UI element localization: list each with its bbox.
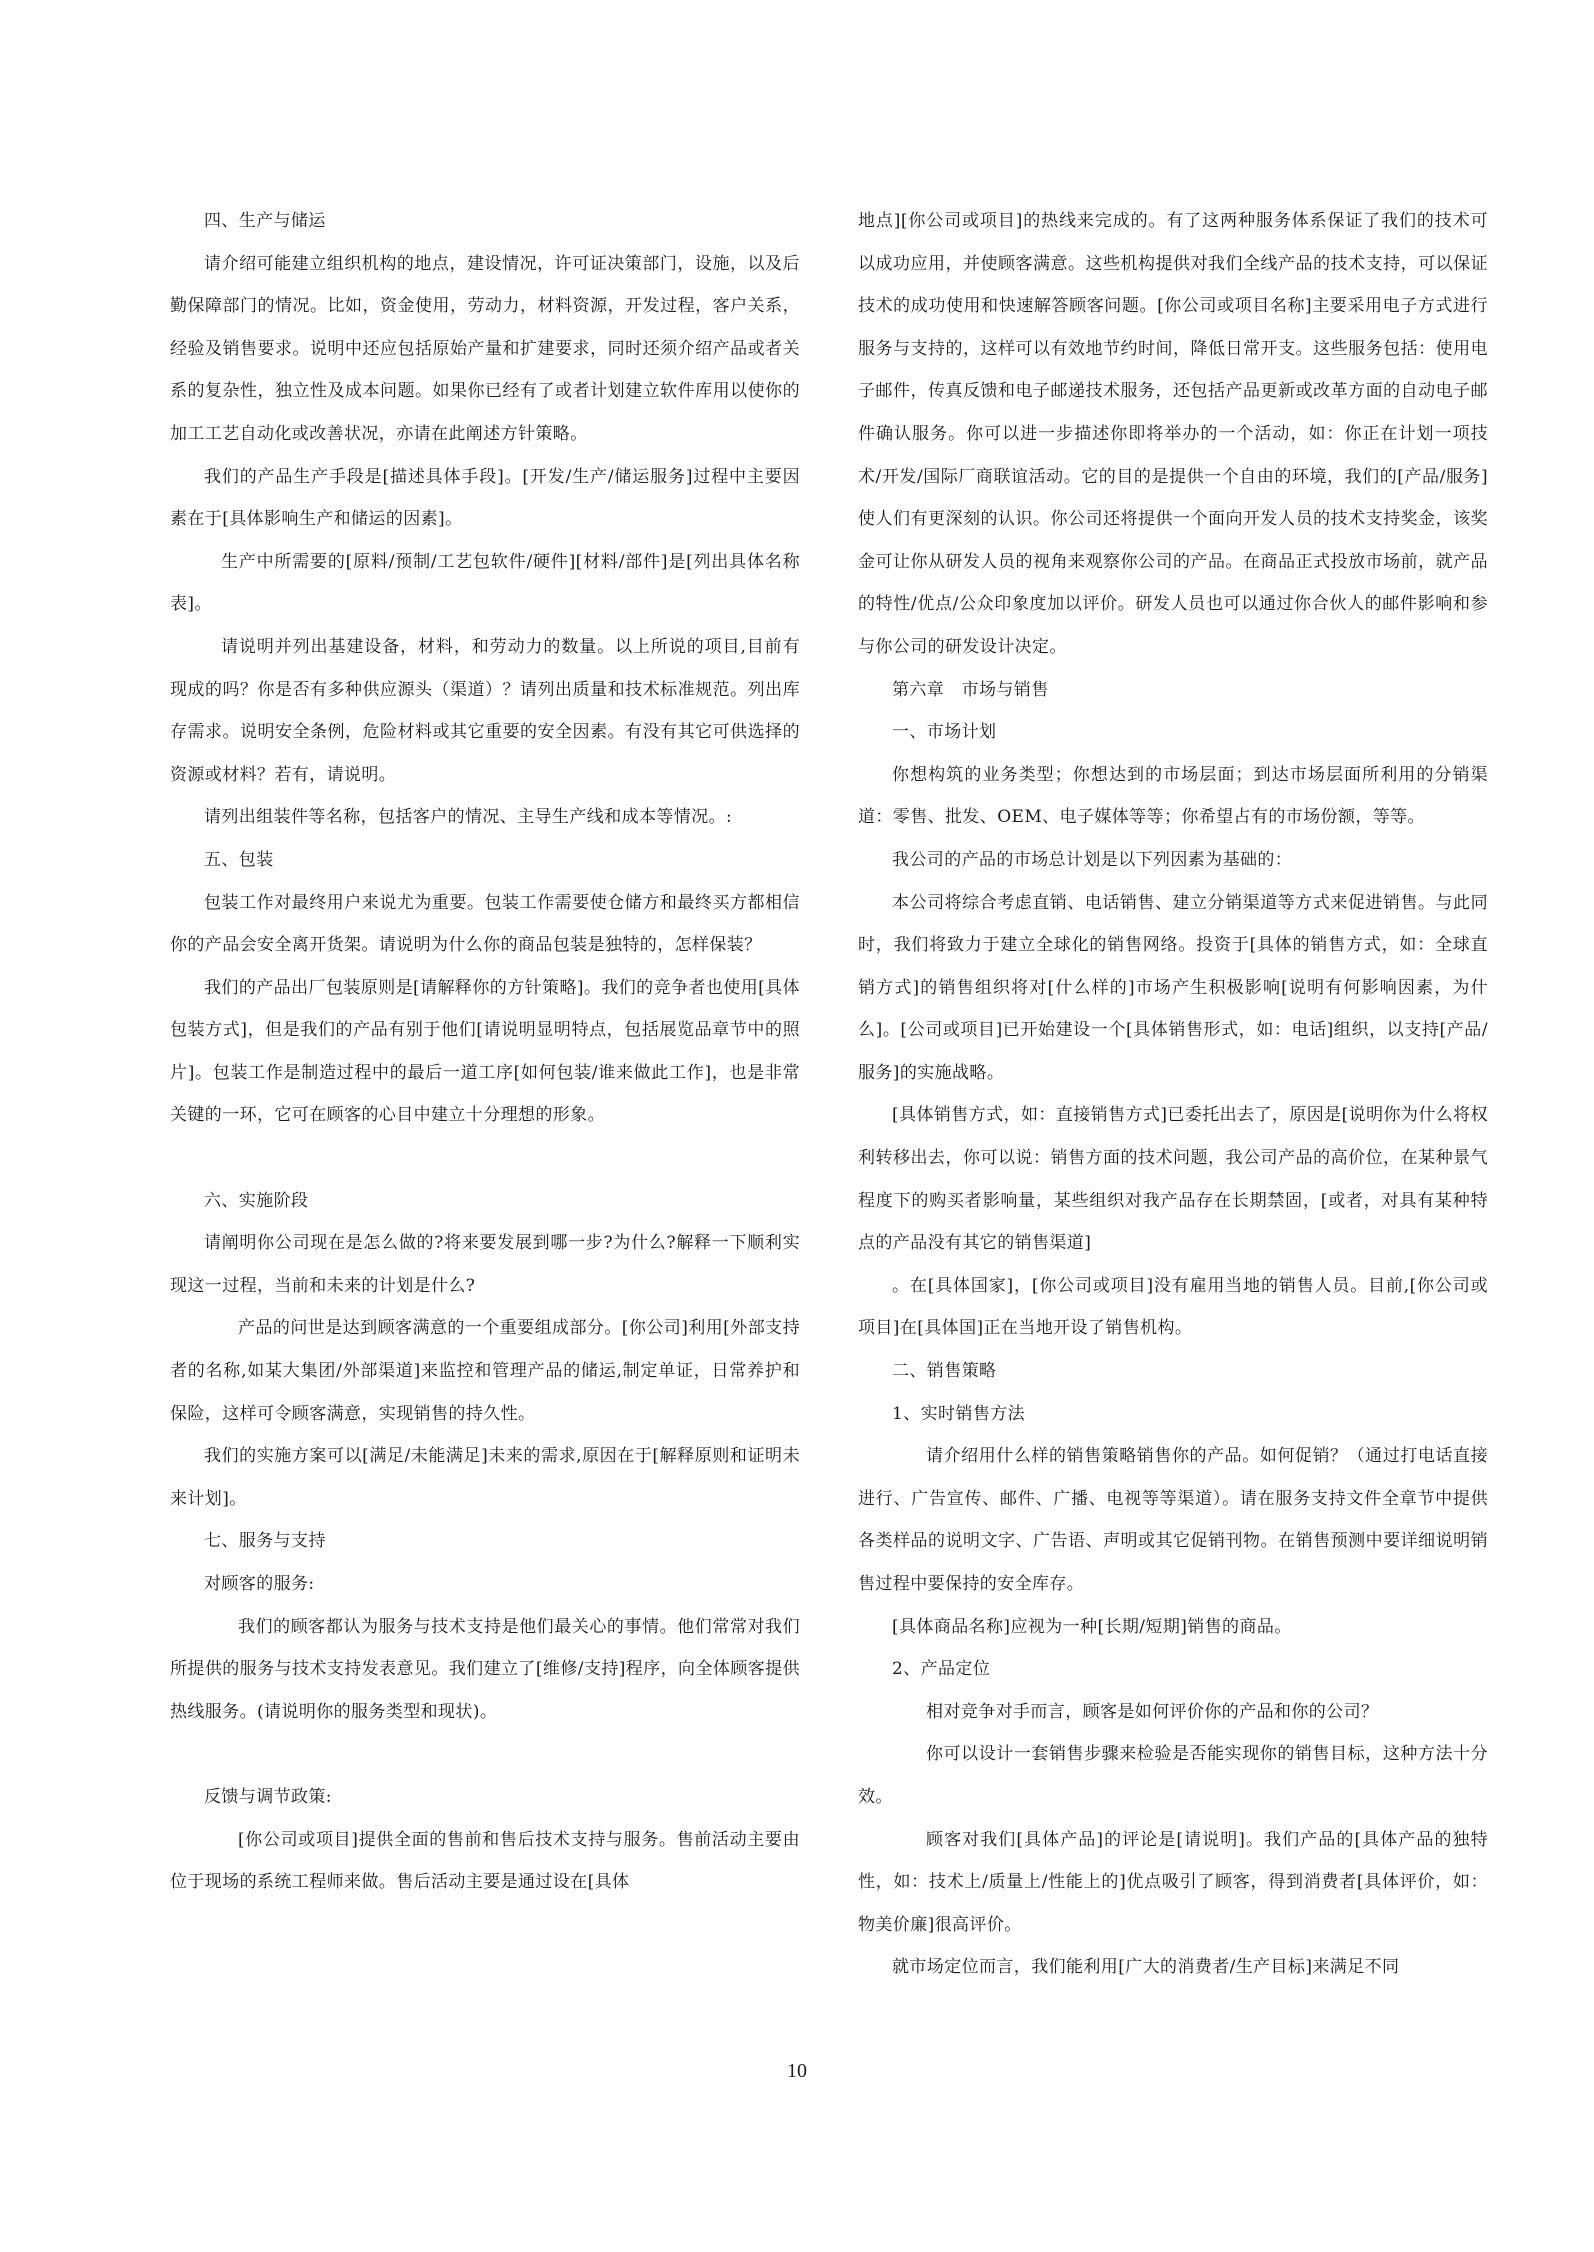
paragraph: 地点][你公司或项目]的热线来完成的。有了这两种服务体系保证了我们的技术可以成功应用，并使顾客满意。这些机构提供对我们全线产品的技术支持，可以保证技术的成功使用和快速解答顾客问题。[你公司或项目名称]主要采用电子方式进行服务与支持的，这样可以有效地节约时间，降低日常开支。这些服务包括：使用电子邮件，传真反馈和电子邮递技术服务，还包括产品更新或改革方面的自动电子邮件确认服务。你可以进一步描述你即将举办的一个活动，如：你正在计划一项技术/开发/国际厂商联谊活动。它的目的是提供一个自由的环境，我们的[产品/服务]使人们有更深刻的认识。你公司还将提供一个面向开发人员的技术支持奖金，该奖金可让你从研发人员的视角来观察你公司的产品。在商品正式投放市场前，就产品的特性/优点/公众印象度加以评价。研发人员也可以通过你合伙人的邮件影响和参与你公司的研发设计决定。 [858,211,1488,657]
paragraph: [具体销售方式，如：直接销售方式]已委托出去了，原因是[说明你为什么将权利转移出去，你可以说：销售方面的技术问题，我公司产品的高价位，在某种景气程度下的购买者影响量，某些组织对我产品存在长期禁固，[或者，对具有某种特点的产品没有其它的销售渠道] [858,1105,1488,1254]
paragraph: 包装工作对最终用户来说尤为重要。包装工作需要使仓储方和最终买方都相信你的产品会安全离开货架。请说明为什么你的商品包装是独特的，怎样保装？ [170,892,800,956]
section-heading: 七、服务与支持 [204,1531,326,1552]
section-heading: 六、实施阶段 [204,1190,309,1211]
paragraph: 。在[具体国家]，[你公司或项目]没有雇用当地的销售人员。目前,[你公司或项目]在[具体国]正在当地开设了销售机构。 [858,1275,1488,1339]
paragraph: 我们的顾客都认为服务与技术支持是他们最关心的事情。他们常常对我们所提供的服务与技术支持发表意见。我们建立了[维修/支持]程序，向全体顾客提供热线服务。(请说明你的服务类型和现状)。 [170,1616,800,1722]
section-heading: 五、包装 [204,849,274,870]
paragraph: 生产中所需要的[原料/预制/工艺包软件/硬件][材料/部件]是[列出具体名称表]。 [170,551,800,615]
paragraph: 你可以设计一套销售步骤来检验是否能实现你的销售目标，这种方法十分效。 [858,1744,1488,1807]
section-heading: 二、销售策略 [892,1361,997,1382]
paragraph: 就市场定位而言，我们能利用[广大的消费者/生产目标]来满足不同 [892,1957,1400,1978]
left-column [170,200,800,1904]
paragraph: 产品的问世是达到顾客满意的一个重要组成部分。[你公司]利用[外部支持者的名称,如某大集团/外部渠道]来监控和管理产品的储运,制定单证，日常养护和保险，这样可令顾客满意，实现销售的持久性。 [170,1318,800,1424]
section-heading: 四、生产与储运 [204,211,326,231]
paragraph: 我们的产品出厂包装原则是[请解释你的方针策略]。我们的竞争者也使用[具体包装方式]，但是我们的产品有别于他们[请说明显明特点，包括展览品章节中的照片]。包装工作是制造过程中的最后一道工序[如何包装/谁来做此工作]，也是非常关键的一环，它可在顾客的心目中建立十分理想的形象。 [170,977,800,1126]
paragraph: 请列出组装件等名称，包括客户的情况、主导生产线和成本等情况。: [204,807,733,828]
section-heading: 1、实时销售方法 [892,1403,1026,1424]
paragraph: [你公司或项目]提供全面的售前和售后技术支持与服务。售前活动主要由位于现场的系统工程师来做。售后活动主要是通过设在[具体 [170,1829,800,1893]
paragraph: 对顾客的服务: [204,1574,315,1594]
paragraph: 请介绍可能建立组织机构的地点，建设情况，许可证决策部门，设施，以及后勤保障部门的情况。比如，资金使用，劳动力，材料资源，开发过程，客户关系，经验及销售要求。说明中还应包括原始产量和扩建要求，同时还须介绍产品或者关系的复杂性，独立性及成本问题。如果你已经有了或者计划建立软件库用以使你的加工工艺自动化或改善状况，亦请在此阐述方针策略。 [170,253,800,444]
paragraph: 你想构筑的业务类型；你想达到的市场层面；到达市场层面所利用的分销渠道：零售、批发、OEM、电子媒体等等；你希望占有的市场份额，等等。 [858,764,1488,828]
paragraph: 我们的实施方案可以[满足/未能满足]未来的需求,原因在于[解释原则和证明未来计划]。 [170,1446,800,1509]
section-heading: 第六章 市场与销售 [892,679,1049,700]
section-heading: 2、产品定位 [892,1659,991,1680]
paragraph: 请介绍用什么样的销售策略销售你的产品。如何促销？（通过打电话直接进行、广告宣传、邮件、广播、电视等等渠道）。请在服务支持文件全章节中提供各类样品的说明文字、广告语、声明或其它促销刊物。在销售预测中要详细说明销售过程中要保持的安全库存。 [858,1446,1488,1594]
paragraph: 顾客对我们[具体产品]的评论是[请说明]。我们产品的[具体产品的独特性，如：技术上/质量上/性能上的]优点吸引了顾客，得到消费者[具体评价，如：物美价廉]很高评价。 [858,1829,1488,1935]
page-number: 10 [787,2060,807,2082]
paragraph: 反馈与调节政策: [204,1786,332,1807]
paragraph: 相对竞争对手而言，顾客是如何评价你的产品和你的公司？ [926,1701,1379,1722]
paragraph: 我们的产品生产手段是[描述具体手段]。[开发/生产/储运服务]过程中主要因素在于[具体影响生产和储运的因素]。 [170,466,800,530]
paragraph-spacer [170,1137,800,1180]
paragraph: 本公司将综合考虑直销、电话销售、建立分销渠道等方式来促进销售。与此同时，我们将致力于建立全球化的销售网络。投资于[具体的销售方式，如：全球直销方式]的销售组织将对[什么样的]市场产生积极影响[说明有何影响因素，为什么]。[公司或项目]已开始建设一个[具体销售形式，如：电话]组织，以支持[产品/服务]的实施战略。 [858,892,1488,1083]
paragraph: 我公司的产品的市场总计划是以下列因素为基础的： [892,849,1293,870]
section-heading: 一、市场计划 [892,722,997,743]
paragraph-spacer [170,1733,800,1776]
right-column [858,200,1488,1989]
paragraph: 请阐明你公司现在是怎么做的?将来要发展到哪一步?为什么?解释一下顺利实现这一过程，当前和未来的计划是什么? [170,1233,800,1296]
paragraph: [具体商品名称]应视为一种[长期/短期]销售的商品。 [892,1616,1292,1637]
paragraph: 请说明并列出基建设备，材料，和劳动力的数量。以上所说的项目,目前有现成的吗？你是否有多种供应源头（渠道）？请列出质量和技术标准规范。列出库存需求。说明安全条例，危险材料或其它重要的安全因素。有没有其它可供选择的资源或材料？若有，请说明。 [170,636,800,785]
